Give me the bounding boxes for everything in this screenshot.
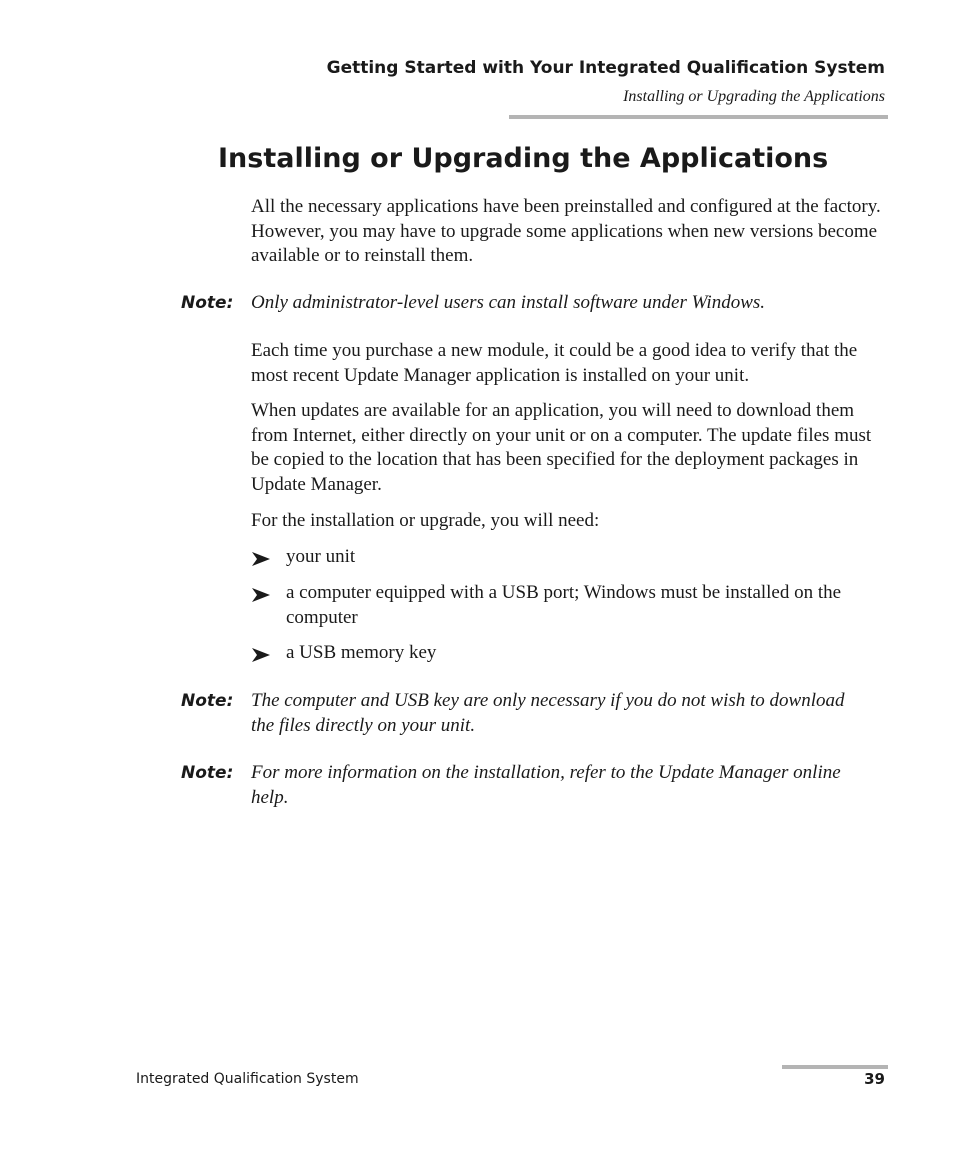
note-text: For more information on the installation, refer to the Update Manager online help. xyxy=(251,762,841,808)
footer-divider xyxy=(782,1065,888,1069)
paragraph-updates: When updates are available for an application, you will need to download them from Internet, either directly on your unit or on a computer. The update files must be copied to the location that has been specified for the deployment packages in Update Manager. xyxy=(251,400,872,495)
note-label: Note: xyxy=(181,293,234,313)
arrow-bullet-icon xyxy=(251,647,271,663)
footer-doc-title: Integrated Qualification System xyxy=(136,1071,359,1087)
note-text: The computer and USB key are only necessary if you do not wish to download the files directly on your unit. xyxy=(251,690,845,736)
page-title: Installing or Upgrading the Applications xyxy=(218,143,829,174)
note-text: Only administrator-level users can install software under Windows. xyxy=(251,292,766,313)
note-label: Note: xyxy=(181,691,234,711)
note-label: Note: xyxy=(181,763,234,783)
list-item-text: a USB memory key xyxy=(286,642,437,663)
arrow-bullet-icon xyxy=(251,587,271,603)
running-header-title: Getting Started with Your Integrated Qualification System xyxy=(326,58,885,78)
running-header-subtitle: Installing or Upgrading the Applications xyxy=(623,88,885,105)
list-item-text: a computer equipped with a USB port; Windows must be installed on the computer xyxy=(286,582,842,628)
list-item-text: your unit xyxy=(286,546,356,567)
page-number: 39 xyxy=(864,1070,885,1088)
header-divider xyxy=(509,115,888,119)
paragraph-requirements: For the installation or upgrade, you will need: xyxy=(251,510,600,531)
paragraph-update-manager: Each time you purchase a new module, it could be a good idea to verify that the most recent Update Manager application is installed on your unit. xyxy=(251,340,858,386)
intro-paragraph: All the necessary applications have been preinstalled and configured at the factory. However, you may have to upgrade some applications when new versions become available or to reinstall them. xyxy=(251,196,881,266)
arrow-bullet-icon xyxy=(251,551,271,567)
